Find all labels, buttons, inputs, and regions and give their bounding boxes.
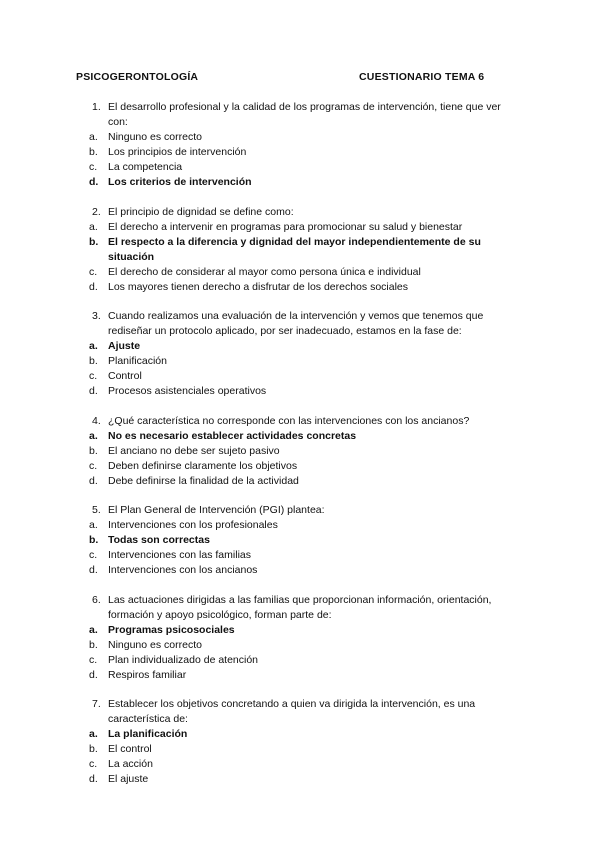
- question-number: 3.: [92, 310, 101, 322]
- question-text-line: [0, 309, 600, 324]
- question-6: [0, 593, 600, 683]
- answer-option: [0, 280, 600, 295]
- option-text: Todas son correctas: [108, 534, 210, 546]
- option-text: Intervenciones con las familias: [108, 549, 251, 561]
- question-text: El Plan General de Intervención (PGI) plantea:: [108, 504, 325, 516]
- question-text-line: [0, 503, 600, 518]
- question-number: 6.: [92, 593, 101, 606]
- answer-option: [0, 474, 600, 489]
- question-text: El desarrollo profesional y la calidad de los programas de intervención, tiene que ver: [108, 101, 501, 113]
- option-text: Ninguno es correcto: [108, 638, 202, 651]
- option-letter: c.: [89, 265, 98, 278]
- option-text: Deben definirse claramente los objetivos: [108, 459, 298, 472]
- option-text: Los criterios de intervención: [108, 176, 252, 188]
- question-1: [0, 100, 600, 190]
- answer-option: [0, 518, 600, 533]
- answer-option: [0, 354, 600, 369]
- quiz-title: CUESTIONARIO TEMA 6: [359, 71, 485, 83]
- option-text: El derecho de considerar al mayor como persona única e individual: [108, 265, 421, 278]
- question-text-line: [0, 712, 600, 727]
- option-text: Los principios de intervención: [108, 146, 247, 158]
- option-text: El control: [108, 743, 152, 755]
- answer-option: [0, 548, 600, 563]
- answer-option: [0, 772, 600, 787]
- answer-option: [0, 265, 600, 280]
- option-text: Debe definirse la finalidad de la actividad: [108, 474, 299, 487]
- question-number: 5.: [92, 504, 101, 516]
- option-letter: d.: [89, 280, 98, 293]
- correct-answer-option: [0, 339, 600, 354]
- answer-option: [0, 653, 600, 668]
- option-letter: c.: [89, 161, 98, 173]
- option-letter: d.: [89, 564, 98, 576]
- question-text: característica de:: [108, 713, 188, 725]
- option-letter: c.: [89, 370, 98, 382]
- option-letter: a.: [89, 519, 98, 531]
- question-text: formación y apoyo psicológico, forman parte de:: [108, 608, 332, 621]
- correct-answer-option: [0, 429, 600, 444]
- option-text: situación: [108, 250, 155, 263]
- question-text: Las actuaciones dirigidas a las familias que proporcionan información, orientación,: [108, 593, 492, 606]
- option-text: Control: [108, 370, 142, 382]
- option-text: El derecho a intervenir en programas para promocionar su salud y bienestar: [108, 220, 463, 233]
- option-text: El ajuste: [108, 773, 149, 785]
- question-7: [0, 697, 600, 787]
- option-text: Intervenciones con los profesionales: [108, 519, 278, 531]
- question-list: [0, 100, 600, 802]
- option-letter: c.: [89, 459, 98, 472]
- answer-option: [0, 369, 600, 384]
- answer-option: [0, 459, 600, 474]
- question-2: [0, 205, 600, 295]
- option-letter: d.: [89, 385, 98, 397]
- option-letter: d.: [89, 668, 98, 681]
- option-letter: a.: [89, 623, 98, 636]
- option-letter: a.: [89, 220, 98, 233]
- option-text: La competencia: [108, 161, 183, 173]
- question-4: [0, 414, 600, 489]
- question-text-line: [0, 697, 600, 712]
- question-number: 4.: [92, 414, 101, 427]
- option-text: Intervenciones con los ancianos: [108, 564, 258, 576]
- option-text: Ajuste: [108, 340, 141, 352]
- option-text: Procesos asistenciales operativos: [108, 385, 267, 397]
- correct-answer-option: [0, 235, 600, 250]
- question-text-line: [0, 100, 600, 115]
- option-letter: b.: [89, 146, 98, 158]
- question-number: 1.: [92, 101, 101, 113]
- page-header: [76, 71, 524, 87]
- option-letter: c.: [89, 758, 98, 770]
- subject-title: PSICOGERONTOLOGÍA: [76, 71, 199, 83]
- question-3: [0, 309, 600, 399]
- correct-answer-option: [0, 623, 600, 638]
- option-letter: a.: [89, 131, 98, 143]
- option-letter: c.: [89, 653, 98, 666]
- question-5: [0, 503, 600, 578]
- answer-option: [0, 384, 600, 399]
- option-letter: b.: [89, 638, 98, 651]
- question-text: con:: [108, 116, 128, 128]
- correct-answer-option: [0, 533, 600, 548]
- option-letter: b.: [89, 743, 98, 755]
- question-text-line: [0, 593, 600, 608]
- option-letter: d.: [89, 773, 98, 785]
- option-text: El respecto a la diferencia y dignidad del mayor independientemente de su: [108, 235, 481, 248]
- question-number: 2.: [92, 205, 101, 218]
- correct-answer-option: [0, 727, 600, 742]
- option-text: Programas psicosociales: [108, 623, 235, 636]
- option-letter: a.: [89, 429, 98, 442]
- option-letter: c.: [89, 549, 98, 561]
- question-text-line: [0, 115, 600, 130]
- option-text: Respiros familiar: [108, 668, 187, 681]
- question-text-line: [0, 324, 600, 339]
- option-letter: b.: [89, 534, 99, 546]
- option-letter: a.: [89, 340, 98, 352]
- question-text-line: [0, 205, 600, 220]
- question-number: 7.: [92, 698, 101, 710]
- option-text: La acción: [108, 758, 153, 770]
- option-letter: b.: [89, 235, 99, 248]
- option-letter: d.: [89, 176, 99, 188]
- question-text-line: [0, 414, 600, 429]
- answer-option: [0, 130, 600, 145]
- answer-option: [0, 220, 600, 235]
- question-text-line: [0, 608, 600, 623]
- answer-option: [0, 160, 600, 175]
- option-letter: b.: [89, 355, 98, 367]
- option-text: No es necesario establecer actividades concretas: [108, 429, 357, 442]
- question-text: El principio de dignidad se define como:: [108, 205, 294, 218]
- option-text: El anciano no debe ser sujeto pasivo: [108, 444, 280, 457]
- option-text: Los mayores tienen derecho a disfrutar de los derechos sociales: [108, 280, 408, 293]
- option-text: Plan individualizado de atención: [108, 653, 259, 666]
- answer-option: [0, 444, 600, 459]
- option-letter: a.: [89, 728, 98, 740]
- answer-option: [0, 742, 600, 757]
- answer-option: [0, 668, 600, 683]
- correct-answer-option: [0, 175, 600, 190]
- answer-option: [0, 638, 600, 653]
- option-text-continuation: [0, 250, 600, 265]
- question-text: Cuando realizamos una evaluación de la intervención y vemos que tenemos que: [108, 310, 484, 322]
- question-text: rediseñar un protocolo aplicado, por ser inadecuado, estamos en la fase de:: [108, 325, 462, 337]
- answer-option: [0, 563, 600, 578]
- option-text: Planificación: [108, 355, 167, 367]
- answer-option: [0, 757, 600, 772]
- question-text: ¿Qué característica no corresponde con las intervenciones con los ancianos?: [108, 414, 470, 427]
- option-text: Ninguno es correcto: [108, 131, 202, 143]
- option-text: La planificación: [108, 728, 188, 740]
- option-letter: d.: [89, 474, 98, 487]
- question-text: Establecer los objetivos concretando a quien va dirigida la intervención, es una: [108, 698, 476, 710]
- answer-option: [0, 145, 600, 160]
- option-letter: b.: [89, 444, 98, 457]
